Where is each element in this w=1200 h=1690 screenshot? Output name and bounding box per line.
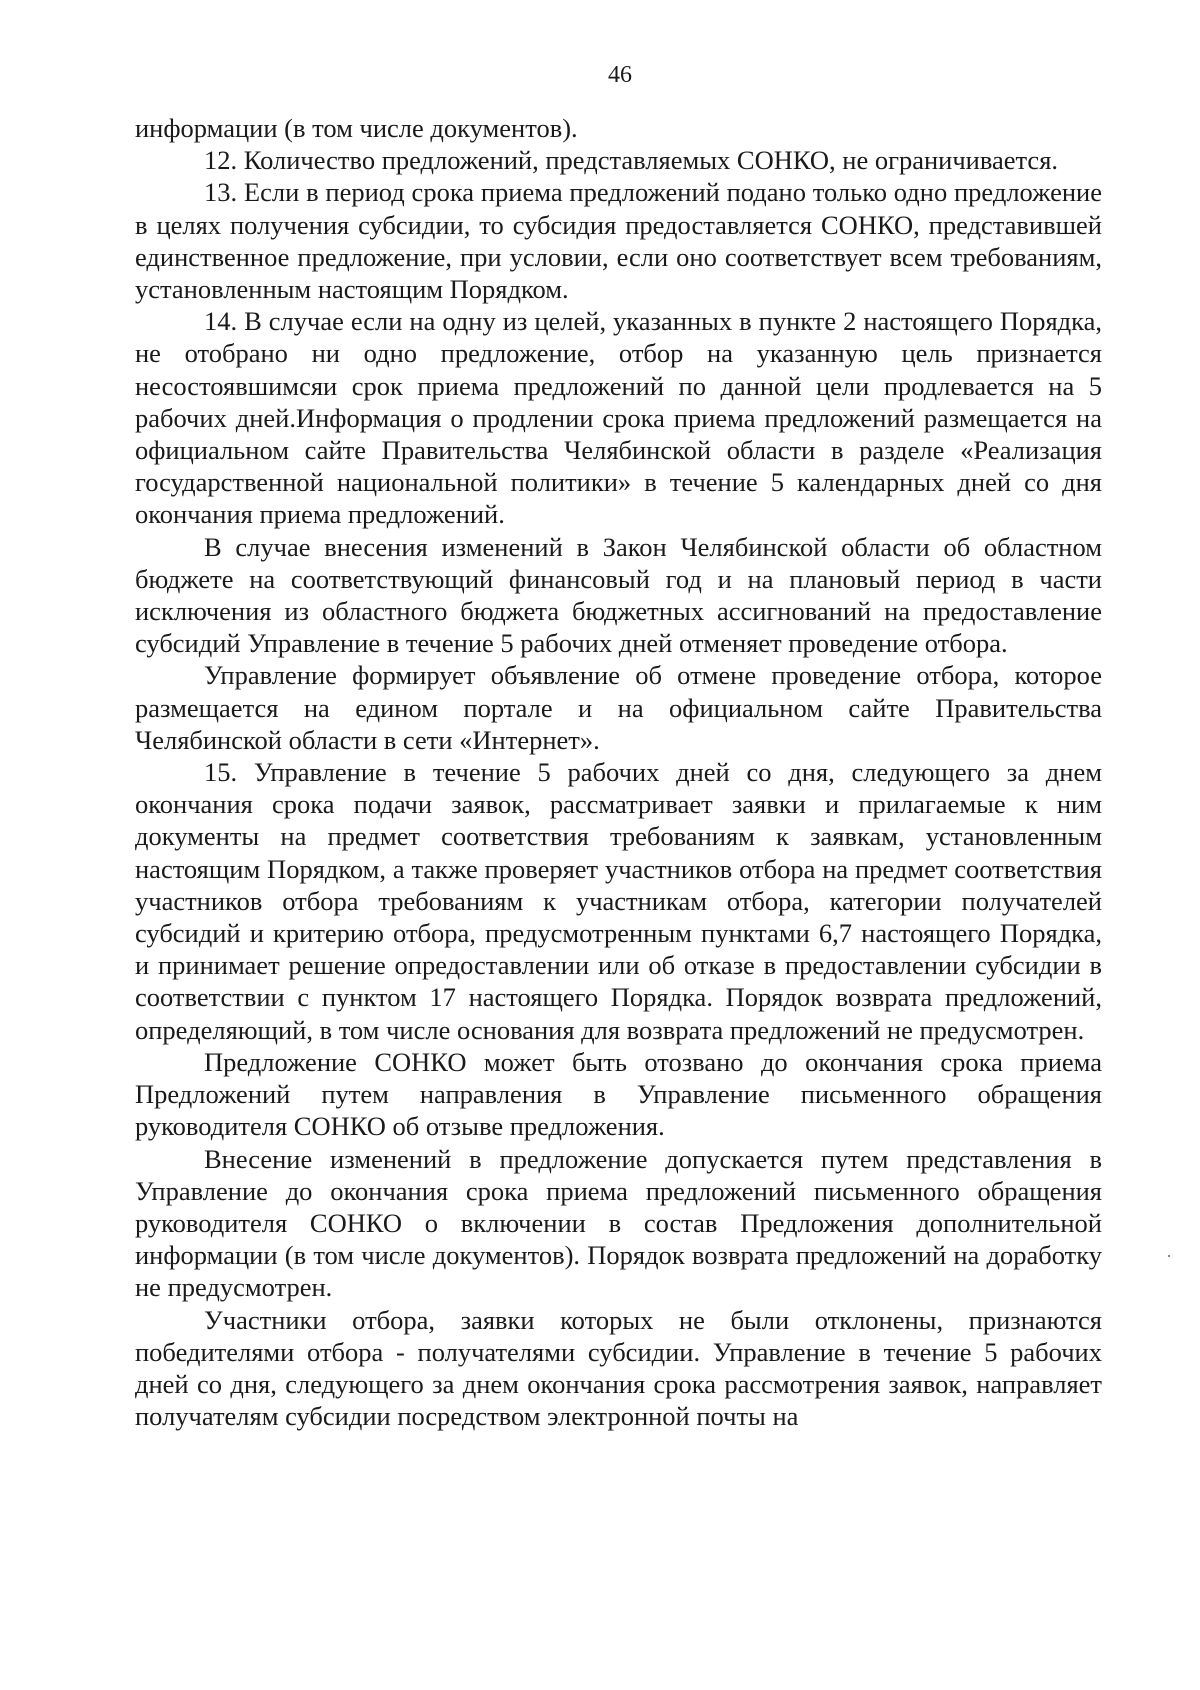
paragraph-cancellation-notice: Управление формирует объявление об отмене проведение отбора, которое размещается на едином портале и на официальном сайте Правительства Челябинской области в сети «Интернет». bbox=[135, 660, 1102, 755]
paragraph-withdrawal: Предложение СОНКО может быть отозвано до окончания срока приема Предложений путем направления в Управление письменного обращения руководителя СОНКО об отзыве предложения. bbox=[135, 1046, 1102, 1142]
page-number: 46 bbox=[608, 62, 632, 88]
paragraph-continuation: информации (в том числе документов). bbox=[135, 113, 578, 143]
paragraph-item-15: 15. Управление в течение 5 рабочих дней со дня, следующего за днем окончания срока подачи заявок, рассматривает заявки и прилагаемые к ним документы на предмет соответствия требованиям к заявкам, установленным настоящим Порядком, а также проверяет участников отбора на предмет соответствия участников отбора требованиям к участникам отбора, категории получателей субсидий и критерию отбора, предусмотренным пунктами 6,7 настоящего Порядка, и принимает решение опредоставлении или об отказе в предоставлении субсидии в соответствии с пунктом 17 настоящего Порядка. Порядок возврата предложений, определяющий, в том числе основания для возврата предложений не предусмотрен. bbox=[135, 757, 1102, 1045]
paragraph-winners: Участники отбора, заявки которых не были отклонены, признаются победителями отбора - получателями субсидии. Управление в течение 5 рабочих дней со дня, следующего за днем окончания срока рассмотрения заявок, направляет получателям субсидии посредством электронной почты на bbox=[135, 1304, 1102, 1432]
scan-artifact bbox=[1168, 1255, 1170, 1257]
paragraph-item-12: 12. Количество предложений, представляемых СОНКО, не ограничивается. bbox=[204, 145, 1059, 176]
paragraph-amendments: Внесение изменений в предложение допускается путем представления в Управление до окончания срока приема предложений письменного обращения руководителя СОНКО о включении в состав Предложения дополнительной информации (в том числе документов). Порядок возврата предложений на доработку не предусмотрен. bbox=[135, 1143, 1102, 1303]
document-body bbox=[135, 112, 1102, 1432]
paragraph-budget-changes: В случае внесения изменений в Закон Челябинской области об областном бюджете на соответствующий финансовый год и на плановый период в части исключения из областного бюджета бюджетных ассигнований на предоставление субсидий Управление в течение 5 рабочих дней отменяет проведение отбора. bbox=[135, 531, 1102, 659]
paragraph-item-13: 13. Если в период срока приема предложений подано только одно предложение в целях получения субсидии, то субсидия предоставляется СОНКО, представившей единственное предложение, при условии, если оно соответствует всем требованиям, установленным настоящим Порядком. bbox=[135, 177, 1102, 305]
paragraph-item-14: 14. В случае если на одну из целей, указанных в пункте 2 настоящего Порядка, не отобрано ни одно предложение, отбор на указанную цель признается несостоявшимсяи срок приема предложений по данной цели продлевается на 5 рабочих дней.Информация о продлении срока приема предложений размещается на официальном сайте Правительства Челябинской области в разделе «Реализация государственной национальной политики» в течение 5 календарных дней со дня окончания приема предложений. bbox=[135, 306, 1102, 530]
